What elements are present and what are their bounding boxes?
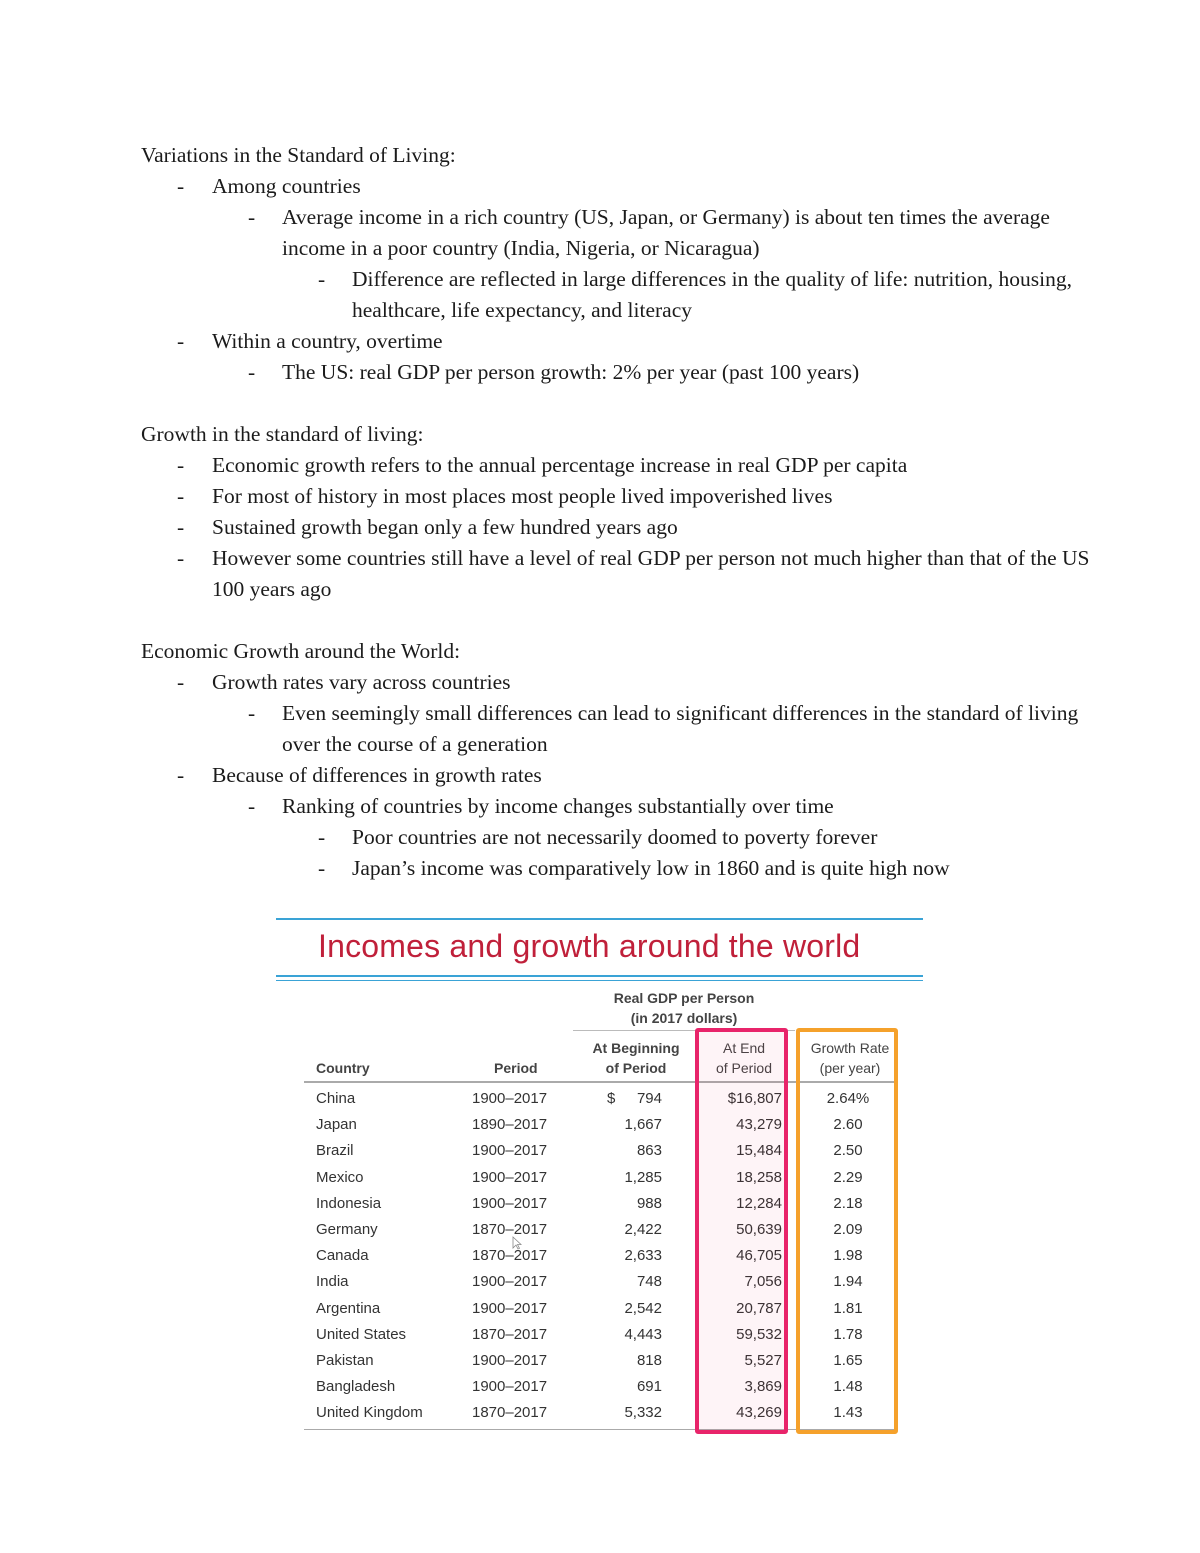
cell-end-value: 46,705 [736, 1247, 782, 1265]
cell-period: 1900–2017 [472, 1273, 548, 1291]
cell-growth-rate: 2.50 [833, 1142, 863, 1160]
bullet-dash: - [177, 453, 185, 477]
cell-country: Argentina [316, 1299, 381, 1317]
bullet-text: Economic growth refers to the annual percentage increase in real GDP per capita [212, 453, 908, 477]
cell-begin-value: 1,667 [624, 1116, 662, 1134]
bullet-text: Japan’s income was comparatively low in 1860 and is quite high now [352, 856, 950, 880]
cell-end-value: 15,484 [736, 1142, 782, 1160]
notes-body [141, 140, 1091, 884]
cell-end-value: 12,284 [736, 1194, 782, 1212]
bullet-item-level-2 [141, 202, 1091, 264]
bullet-dash: - [318, 856, 326, 880]
cell-period: 1870–2017 [472, 1325, 548, 1343]
bullet-item-level-3 [141, 822, 1091, 853]
cell-country: Brazil [316, 1142, 354, 1160]
cell-end-value: $16,807 [727, 1090, 782, 1107]
bullet-dash: - [248, 360, 256, 384]
bullet-dash: - [177, 670, 185, 694]
cell-currency-symbol: $ [607, 1090, 616, 1107]
cell-country: Bangladesh [316, 1378, 396, 1396]
bullet-item-level-1 [141, 450, 1091, 481]
col-header-country: Country [316, 1060, 370, 1076]
cell-begin-value: 988 [636, 1194, 662, 1212]
end-of-period-highlight [695, 1028, 788, 1434]
mouse-cursor-icon [512, 1236, 522, 1250]
bullet-text: However some countries still have a level of real GDP per person not much higher than that of the US 100 years ago [212, 546, 1090, 601]
cell-growth-rate: 1.65 [833, 1352, 863, 1369]
cell-period: 1900–2017 [472, 1090, 548, 1107]
bullet-dash: - [248, 701, 256, 725]
cell-begin-value: 691 [636, 1378, 662, 1396]
cell-growth-rate: 1.94 [833, 1273, 863, 1291]
bullet-dash: - [248, 794, 256, 818]
cell-growth-rate: 1.43 [833, 1404, 863, 1422]
cell-growth-rate: 1.48 [833, 1378, 863, 1396]
cell-growth-rate: 2.29 [833, 1168, 863, 1186]
section-heading: Variations in the Standard of Living: [141, 143, 456, 167]
cell-begin-value: 863 [636, 1142, 662, 1160]
cell-country: China [316, 1090, 356, 1107]
col-header-period: Period [494, 1060, 538, 1076]
cell-end-value: 18,258 [736, 1168, 782, 1186]
cell-growth-rate: 1.98 [833, 1247, 863, 1265]
bullet-text: Average income in a rich country (US, Japan, or Germany) is about ten times the average income in a poor country (India, Nigeria, or Nicaragua) [282, 205, 1050, 260]
cell-period: 1900–2017 [472, 1194, 548, 1212]
notes-section [141, 636, 1091, 884]
notes-section [141, 419, 1091, 605]
cell-country: Indonesia [316, 1194, 382, 1212]
cell-begin-value: 2,542 [624, 1299, 662, 1317]
cell-country: United States [316, 1325, 407, 1343]
income-growth-table-figure [276, 918, 926, 1443]
cell-growth-rate: 2.09 [833, 1221, 863, 1238]
cell-period: 1900–2017 [472, 1168, 548, 1186]
cell-begin-value: 2,422 [624, 1221, 662, 1238]
bullet-text: Among countries [212, 174, 361, 198]
bullet-text: Sustained growth began only a few hundred years ago [212, 515, 678, 539]
cell-begin-value: 5,332 [624, 1404, 662, 1422]
cell-end-value: 7,056 [744, 1273, 782, 1291]
cell-country: Mexico [316, 1168, 364, 1186]
cell-period: 1870–2017 [472, 1221, 548, 1238]
bullet-dash: - [248, 205, 256, 229]
bullet-dash: - [177, 515, 185, 539]
cell-growth-rate: 2.64% [826, 1090, 870, 1107]
bullet-text: Even seemingly small differences can lead to significant differences in the standard of living over the course of a generation [282, 701, 1079, 756]
growth-rate-highlight [796, 1028, 898, 1434]
cell-begin-value: 748 [636, 1273, 662, 1291]
col-header-rate-line1: Growth Rate [810, 1040, 890, 1056]
income-growth-table [276, 918, 926, 1443]
bullet-dash: - [318, 825, 326, 849]
bullet-dash: - [318, 267, 326, 291]
group-header-line1: Real GDP per Person [613, 990, 755, 1006]
cell-end-value: 43,279 [736, 1116, 782, 1134]
cell-begin-value: 1,285 [624, 1168, 662, 1186]
bullet-item-level-1 [141, 760, 1091, 791]
bullet-text: Poor countries are not necessarily doomed to poverty forever [352, 825, 878, 849]
cell-country: Japan [316, 1116, 357, 1134]
cell-period: 1890–2017 [472, 1116, 548, 1134]
bullet-item-level-2 [141, 698, 1091, 760]
col-header-end-line2: of Period [715, 1060, 773, 1076]
col-header-rate-line2: (per year) [819, 1060, 881, 1076]
bullet-dash: - [177, 329, 185, 353]
cell-end-value: 59,532 [736, 1325, 782, 1343]
cell-country: Pakistan [316, 1352, 374, 1369]
bullet-item-level-1 [141, 481, 1091, 512]
cell-period: 1900–2017 [472, 1352, 548, 1369]
bullet-item-level-1 [141, 171, 1091, 202]
cell-end-value: 50,639 [736, 1221, 782, 1238]
bullet-item-level-1 [141, 326, 1091, 357]
cell-period: 1900–2017 [472, 1378, 548, 1396]
bullet-dash: - [177, 763, 185, 787]
bullet-item-level-3 [141, 264, 1091, 326]
group-header-line2: (in 2017 dollars) [630, 1010, 738, 1026]
cell-growth-rate: 2.18 [833, 1194, 863, 1212]
bullet-dash: - [177, 174, 185, 198]
bullet-item-level-1 [141, 667, 1091, 698]
bullet-text: Because of differences in growth rates [212, 763, 542, 787]
cell-country: Germany [316, 1221, 378, 1238]
section-heading: Economic Growth around the World: [141, 639, 461, 663]
cell-begin-value: 2,633 [624, 1247, 662, 1265]
col-header-begin-line1: At Beginning [592, 1040, 680, 1056]
bullet-item-level-2 [141, 357, 1091, 388]
bullet-text: Difference are reflected in large differences in the quality of life: nutrition, housing, healthcare, life expectancy, and literacy [352, 267, 1072, 322]
bullet-text: The US: real GDP per person growth: 2% per year (past 100 years) [282, 360, 860, 384]
cell-end-value: 43,269 [736, 1404, 782, 1422]
bullet-item-level-3 [141, 853, 1091, 884]
cell-period: 1870–2017 [472, 1404, 548, 1422]
cell-growth-rate: 2.60 [833, 1116, 863, 1134]
cell-period: 1900–2017 [472, 1142, 548, 1160]
bullet-dash: - [177, 484, 185, 508]
col-header-begin-line2: of Period [605, 1060, 667, 1076]
bullet-text: Within a country, overtime [212, 329, 443, 353]
cell-country: India [316, 1273, 349, 1291]
bullet-item-level-1 [141, 512, 1091, 543]
cell-period: 1870–2017 [472, 1247, 548, 1265]
figure-title: Incomes and growth around the world [318, 928, 861, 964]
bullet-text: Growth rates vary across countries [212, 670, 511, 694]
cell-country: Canada [316, 1247, 369, 1265]
cell-growth-rate: 1.81 [833, 1299, 863, 1317]
bullet-item-level-2 [141, 791, 1091, 822]
cell-period: 1900–2017 [472, 1299, 548, 1317]
bullet-text: For most of history in most places most people lived impoverished lives [212, 484, 833, 508]
cell-begin-value: 4,443 [624, 1325, 662, 1343]
col-header-begin [576, 1038, 696, 1078]
bullet-item-level-1 [141, 543, 1091, 605]
section-heading: Growth in the standard of living: [141, 422, 424, 446]
bullet-text: Ranking of countries by income changes substantially over time [282, 794, 834, 818]
col-header-end-line1: At End [722, 1040, 766, 1056]
cell-country: United Kingdom [316, 1404, 423, 1422]
notes-section [141, 140, 1091, 388]
cell-end-value: 3,869 [744, 1378, 782, 1396]
cell-end-value: 20,787 [736, 1299, 782, 1317]
cell-growth-rate: 1.78 [833, 1325, 863, 1343]
cell-end-value: 5,527 [744, 1352, 782, 1369]
cell-begin-value: 794 [636, 1090, 662, 1107]
group-header [574, 988, 794, 1028]
cell-begin-value: 818 [636, 1352, 662, 1369]
bullet-dash: - [177, 546, 185, 570]
